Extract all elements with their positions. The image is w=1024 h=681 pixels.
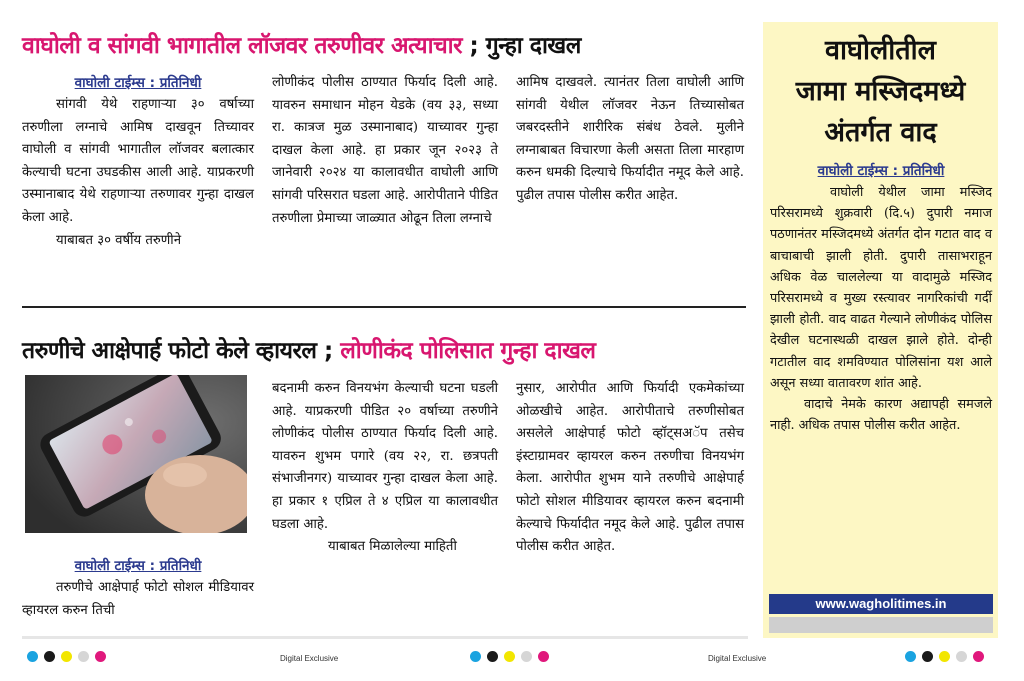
phone-photo	[25, 375, 247, 533]
story2-headline-tail: लोणीकंद पोलिसात गुन्हा दाखल	[340, 338, 596, 364]
story1-col2-para: लोणीकंद पोलीस ठाण्यात फिर्याद दिली आहे. यावरुन समाधान मोहन येडके (वय ३३, सध्या रा. कात्रज मुळ उस्मानाबाद) याच्यावर गुन्हा दाखल केला आहे. हा प्रकार जून २०२३ ते जानेवारी २०२४ या कालावधीत वाघोली आणि सांगवी परिसरात घडला आहे. आरोपीताने पीडित तरुणीला प्रेमाच्या जाळ्यात ओढून तिला लग्नाचे	[272, 75, 498, 226]
color-dot-grey	[78, 651, 89, 662]
story1-col1-para: सांगवी येथे राहणाऱ्या ३० वर्षाच्या तरुणीला लग्नाचे आमिष दाखवून तिच्यावर वाघोली व सांगवी भागातील लॉजवर बलात्कार केल्याची घटना उघडकीस आली आहे. याप्रकरणी उस्मानाबाद येथे राहणाऱ्या तरुणावर गुन्हा दाखल केला आहे.	[22, 97, 254, 225]
color-dot-cyan	[905, 651, 916, 662]
color-dots-left	[27, 651, 106, 662]
color-dots-right	[905, 651, 984, 662]
color-dot-yellow	[61, 651, 72, 662]
color-dot-black	[922, 651, 933, 662]
sidebar-title-line2: जामा मस्जिदमध्ये	[795, 76, 966, 107]
story1-col3-para: आमिष दाखवले. त्यानंतर तिला वाघोली आणि सांगवी येथील लॉजवर नेऊन तिच्यासोबत जबरदस्तीने शारीरिक संबंध ठेवले. मुलीने लग्नाबाबत विचारणा केली असता तिला मारहाण करुन धमकी दिल्याचे फिर्यादीत नमूद केले आहे. पुढील तपास पोलीस करीत आहेत.	[516, 75, 744, 203]
story2-column-2	[272, 378, 498, 559]
story1-headline-tail: ; गुन्हा दाखल	[462, 33, 581, 59]
sidebar-title-line1: वाघोलीतील	[825, 35, 936, 66]
story2-column-3	[516, 378, 744, 559]
story1-headline	[22, 28, 581, 60]
color-dot-black	[44, 651, 55, 662]
sidebar-title	[768, 30, 993, 153]
website-url[interactable]: www.wagholitimes.in	[769, 594, 993, 614]
story1-headline-main: वाघोली व सांगवी भागातील लॉजवर तरुणीवर अत्याचार	[22, 33, 463, 59]
story1-column-3	[516, 72, 744, 208]
section-divider	[22, 306, 746, 308]
story2-byline: वाघोली टाईम्स : प्रतिनिधी	[74, 558, 202, 574]
digital-exclusive-label-right: Digital Exclusive	[708, 654, 767, 663]
sidebar-para-1: वाघोली येथील जामा मस्जिद परिसरामध्ये शुक्रवारी (दि.५) दुपारी नमाज पठणानंतर मस्जिदमध्ये अंतर्गत दोन गटात वाद व बाचाबाची झाली होती. दुपारी तासाभराहून अधिक वेळ चाललेल्या या वादामुळे मस्जिद परिसरामध्ये व मुख्य रस्त्यावर नागरिकांची गर्दी झाली होती. वाद वाढत गेल्याने लोणीकंद पोलिस देखील घटनास्थळी दाखल झाले होते. दोन्ही गटातील वाद शमविण्यात पोलिसांना यश आले असून सध्या वातावरण शांत आहे.	[770, 185, 992, 391]
story2-headline-main: तरुणीचे आक्षेपार्ह फोटो केले व्हायरल ;	[22, 338, 341, 364]
color-dot-cyan	[27, 651, 38, 662]
story2-col2-para: बदनामी करुन विनयभंग केल्याची घटना घडली आहे. याप्रकरणी पीडित २० वर्षाच्या तरुणीने लोणीकंद पोलीस ठाण्यात फिर्याद दिली आहे. यावरुन शुभम पगारे (वय २२, रा. छत्रपती संभाजीनगर) याच्यावर गुन्हा दाखल केला आहे. हा प्रकार १ एप्रिल ते ४ एप्रिल या कालावधीत घडला आहे.	[272, 381, 498, 532]
color-dot-yellow	[504, 651, 515, 662]
phone-illustration	[25, 375, 247, 533]
story2-col3-para: नुसार, आरोपीत आणि फिर्यादी एकमेकांच्या ओळखीचे आहेत. आरोपीताचे तरुणीसोबत असलेले आक्षेपार्ह फोटो व्हॉट्सअॅप तसेच इंस्टाग्रामवर व्हायरल करुन तरुणीचा विनयभंग केला. आरोपीत शुभम याने तरुणीचे आक्षेपार्ह फोटो सोशल मीडियावर व्हायरल करुन बदनामी केल्याचे फिर्यादीत नमूद केले आहे. पुढील तपास पोलीस करीत आहेत.	[516, 381, 744, 555]
story1-col1-tail: याबाबत ३० वर्षीय तरुणीने	[56, 232, 182, 248]
color-dot-magenta	[538, 651, 549, 662]
sidebar-title-line3: अंतर्गत वाद	[824, 117, 937, 148]
story2-col1-para: तरुणीचे आक्षेपार्ह फोटो सोशल मीडियावर व्हायरल करुन तिची	[22, 580, 254, 618]
sidebar-byline: वाघोली टाईम्स : प्रतिनिधी	[817, 163, 945, 179]
color-dot-magenta	[95, 651, 106, 662]
color-dot-cyan	[470, 651, 481, 662]
color-dot-magenta	[973, 651, 984, 662]
color-dot-grey	[521, 651, 532, 662]
sidebar-body	[770, 160, 992, 436]
digital-exclusive-label-center: Digital Exclusive	[280, 654, 339, 663]
story1-column-2	[272, 72, 498, 230]
sidebar-para-2: वादाचे नेमके कारण अद्यापही समजले नाही. अधिक तपास पोलीस करीत आहेत.	[770, 397, 992, 434]
color-dot-grey	[956, 651, 967, 662]
story1-col1-text	[22, 94, 254, 252]
sidebar-grey-strip	[769, 617, 993, 633]
story2-column-1	[22, 555, 254, 622]
color-dots-center	[470, 651, 549, 662]
color-dot-black	[487, 651, 498, 662]
story2-col2-tail: याबाबत मिळालेल्या माहिती	[328, 539, 457, 555]
bottom-divider	[22, 636, 748, 639]
story2-headline	[22, 333, 596, 365]
story1-byline: वाघोली टाईम्स : प्रतिनिधी	[74, 75, 202, 91]
color-dot-yellow	[939, 651, 950, 662]
story1-column-1	[22, 72, 254, 252]
